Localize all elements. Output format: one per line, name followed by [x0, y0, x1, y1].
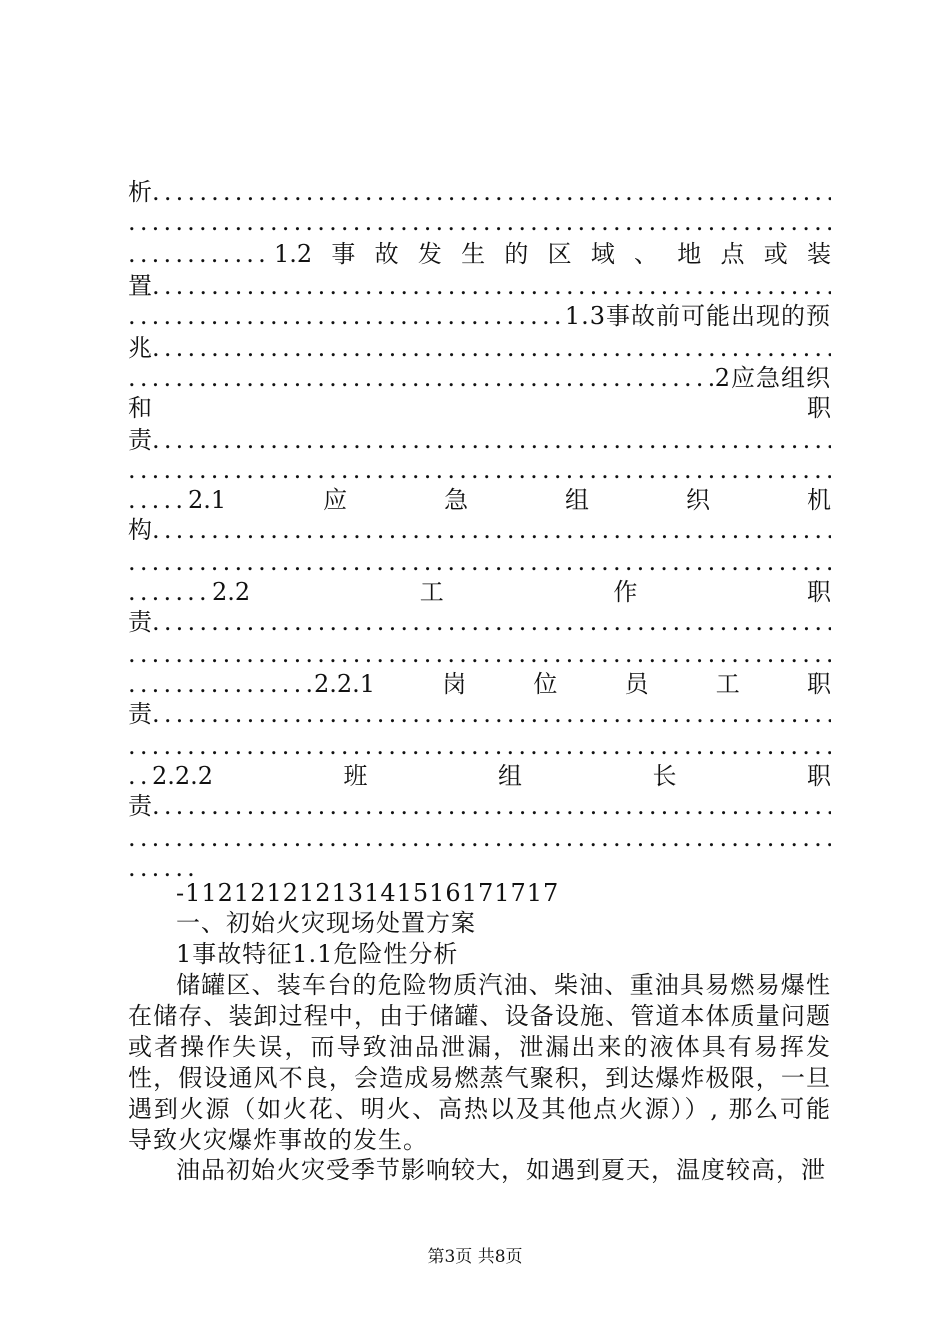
toc-page-numbers: -11212121213141516171717 [176, 879, 560, 907]
toc-text: 和 [128, 394, 152, 422]
toc-entry-char: 班 [343, 762, 368, 790]
toc-entry-title: 2应急组织 [714, 364, 831, 392]
toc-entry-char: 应 [323, 486, 348, 514]
toc-text: 职 [807, 394, 831, 422]
toc-entry-char: 职 [806, 762, 831, 790]
toc-entry-2 [128, 362, 831, 394]
toc-leader-line [128, 206, 831, 238]
toc-entry-char: 职 [806, 670, 831, 698]
toc-entry-number: 2.2.1 [314, 670, 376, 698]
toc-entry-char: 组 [565, 486, 590, 514]
toc-line [128, 392, 831, 424]
page-footer: 第3页 共8页 [427, 1247, 523, 1267]
toc-entry-char: 发 [417, 240, 442, 268]
toc-text: 责 [128, 426, 152, 454]
toc-entry-char: 急 [444, 486, 469, 514]
toc-leader-line [128, 454, 831, 486]
toc-line [128, 332, 831, 364]
toc-entry-number: 2.2 [212, 578, 251, 606]
toc-entry-char: 点 [720, 240, 745, 268]
toc-entry-char: 、 [634, 240, 659, 268]
toc-line [128, 514, 831, 546]
toc-entry-char: 或 [763, 240, 788, 268]
toc-entry-number: 2.2.2 [152, 762, 214, 790]
toc-entry-char: 长 [652, 762, 677, 790]
toc-entry-2-2-1 [128, 668, 831, 700]
toc-entry-char: 职 [807, 578, 831, 606]
body-paragraph: 储罐区、装车台的危险物质汽油、柴油、重油具易燃易爆性在储存、装卸过程中，由于储罐、设备设施、管道本体质量问题或者操作失误，而导致油品泄漏，泄漏出来的液体具有易挥发性，假设通风不良，会造成易燃蒸气聚积，到达爆炸极限，一旦遇到火源（如火花、明火、高热以及其他点火源））, 那么可能导致火灾爆炸事故的发生。 [128, 971, 831, 1154]
toc-entry-char: 织 [685, 486, 710, 514]
toc-line [128, 606, 831, 638]
toc-entry-char: 区 [547, 240, 572, 268]
toc-entry-1-3 [128, 300, 831, 332]
toc-text: 责 [128, 608, 152, 636]
section-heading: 一、初始火灾现场处置方案 [176, 909, 476, 937]
toc-text: 构 [128, 516, 152, 544]
toc-entry-char: 域 [590, 240, 615, 268]
toc-text: 置 [128, 272, 152, 300]
toc-entry-2-2-2 [128, 760, 831, 792]
toc-line [128, 790, 831, 822]
subsection-heading: 1事故特征1.1危险性分析 [176, 940, 459, 968]
toc-entry-char: 的 [504, 240, 529, 268]
toc-entry-number: 2.1 [188, 486, 227, 514]
toc-entry-title: 1.3事故前可能出现的预 [564, 302, 831, 330]
toc-text: 兆 [128, 334, 152, 362]
toc-entry-char: 工 [715, 670, 740, 698]
toc-entry-char: 地 [677, 240, 702, 268]
toc-entry-char: 作 [613, 578, 638, 606]
toc-entry-char: 机 [806, 486, 831, 514]
toc-entry-2-1 [128, 484, 831, 516]
toc-entry-2-2 [128, 576, 831, 608]
toc-line [128, 176, 831, 208]
toc-leader-line [128, 730, 831, 762]
toc-entry-char: 员 [624, 670, 649, 698]
toc-line [128, 424, 831, 456]
toc-entry-char: 生 [461, 240, 486, 268]
toc-entry-char: 位 [533, 670, 558, 698]
toc-leader-line [128, 546, 831, 578]
toc-entry-char: 岗 [442, 670, 467, 698]
toc-entry-1-2 [128, 238, 831, 270]
toc-text: 责 [128, 700, 152, 728]
body-paragraph: 油品初始火灾受季节影响较大，如遇到夏天，温度较高，泄 [176, 1156, 826, 1184]
toc-entry-char: 事 [331, 240, 356, 268]
toc-text: 析 [128, 178, 152, 206]
toc-leader-line [128, 822, 831, 854]
toc-entry-char: 组 [498, 762, 523, 790]
toc-entry-number: 1.2 [274, 240, 313, 268]
toc-entry-char: 工 [419, 578, 444, 606]
toc-leader-line [128, 638, 831, 670]
toc-line [128, 270, 831, 302]
toc-entry-char: 故 [374, 240, 399, 268]
toc-line [128, 698, 831, 730]
toc-entry-char: 装 [806, 240, 831, 268]
toc-text: 责 [128, 792, 152, 820]
